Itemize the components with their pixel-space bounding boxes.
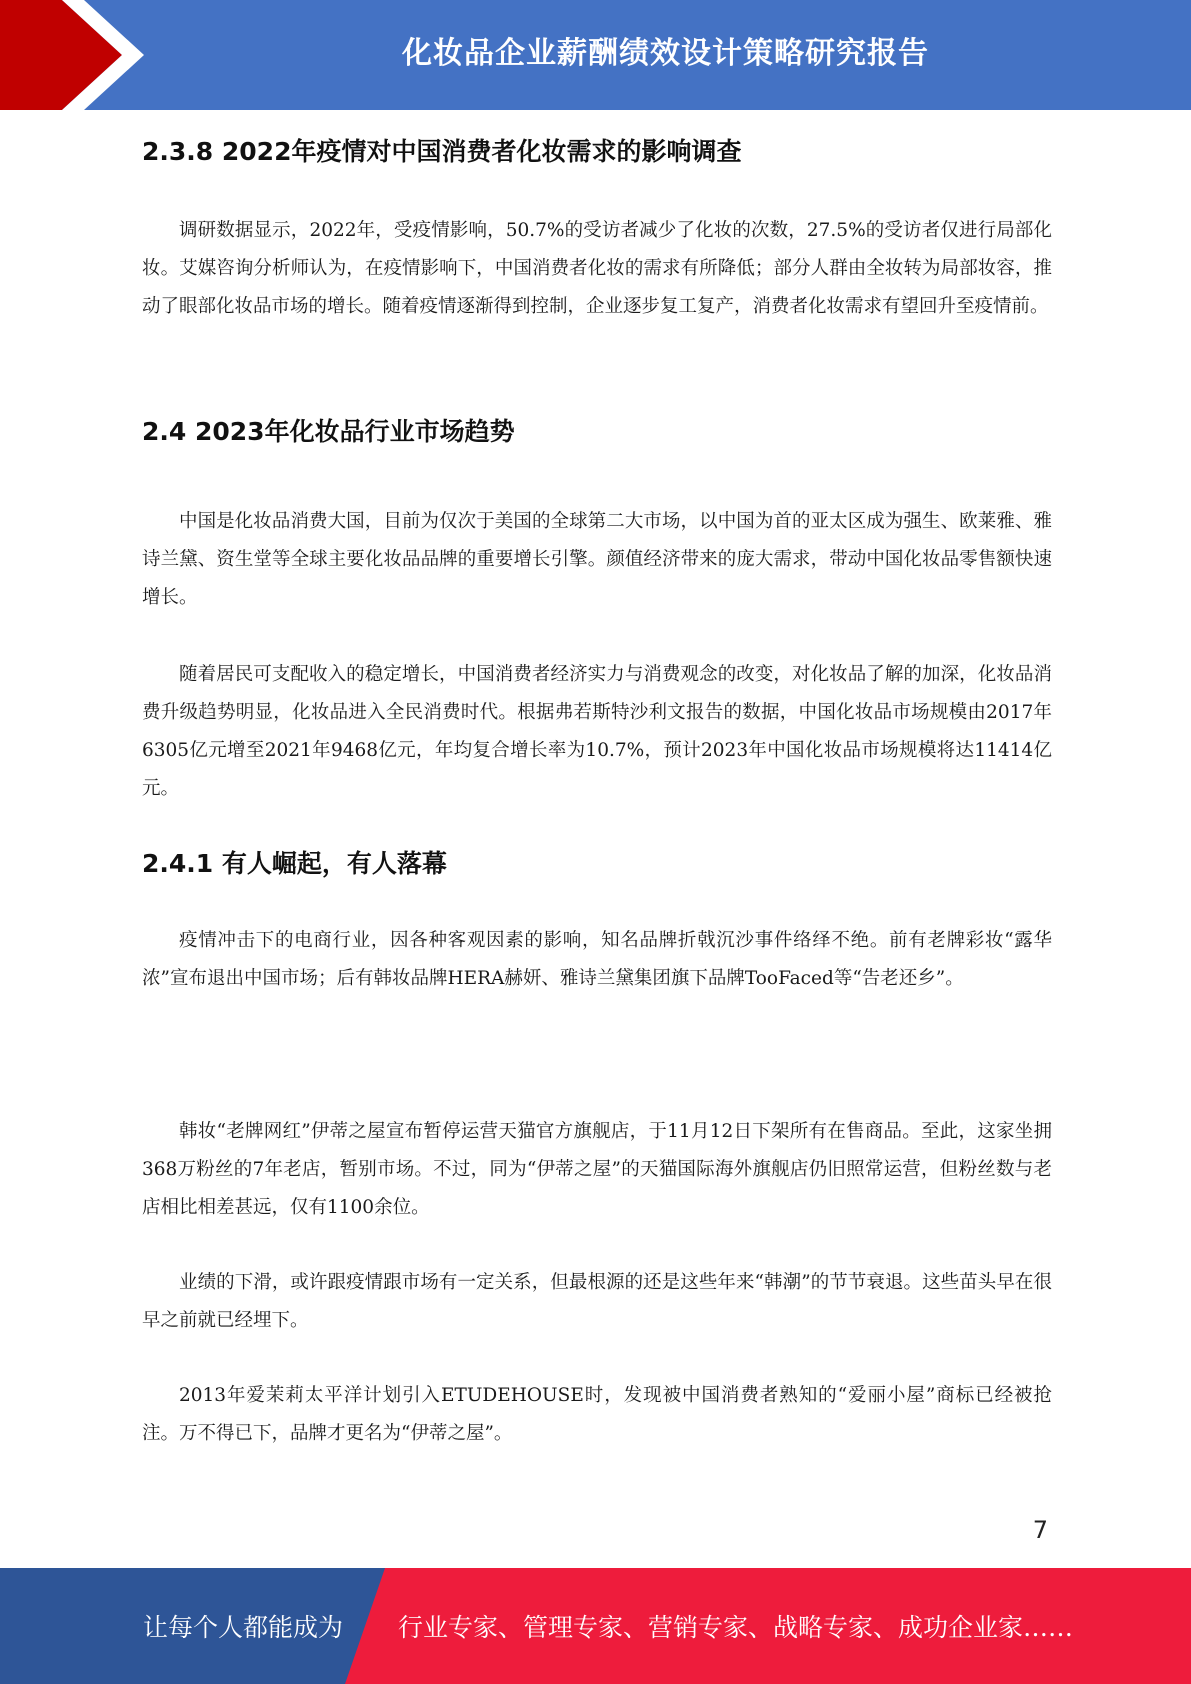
page-number: 7 bbox=[1032, 1516, 1048, 1544]
footer-slogan-left: 让每个人都能成为 bbox=[143, 1613, 344, 1642]
section-heading-2-4-1: 2.4.1 有人崛起，有人落幕 bbox=[142, 849, 447, 878]
paragraph: 中国是化妆品消费大国，目前为仅次于美国的全球第二大市场，以中国为首的亚太区成为强生、欧莱雅、雅诗兰黛、资生堂等全球主要化妆品品牌的重要增长引擎。颜值经济带来的庞大需求，带动中国化妆品零售额快速增长。 bbox=[142, 511, 1052, 608]
footer-slogan-right: 行业专家、管理专家、营销专家、战略专家、成功企业家…… bbox=[398, 1613, 1074, 1642]
paragraph: 疫情冲击下的电商行业，因各种客观因素的影响，知名品牌折戟沉沙事件络绎不绝。前有老牌彩妆“露华浓”宣布退出中国市场；后有韩妆品牌HERA赫妍、雅诗兰黛集团旗下品牌TooFaced等“告老还乡”。 bbox=[142, 930, 1052, 989]
paragraph: 随着居民可支配收入的稳定增长，中国消费者经济实力与消费观念的改变，对化妆品了解的加深，化妆品消费升级趋势明显，化妆品进入全民消费时代。根据弗若斯特沙利文报告的数据，中国化妆品市场规模由2017年6305亿元增至2021年9468亿元，年均复合增长率为10.7%，预计2023年中国化妆品市场规模将达11414亿元。 bbox=[142, 664, 1052, 799]
section-heading-2-4: 2.4 2023年化妆品行业市场趋势 bbox=[142, 417, 515, 446]
section-heading-2-3-8: 2.3.8 2022年疫情对中国消费者化妆需求的影响调查 bbox=[142, 137, 742, 166]
page-header bbox=[0, 0, 1191, 110]
paragraph: 2013年爱茉莉太平洋计划引入ETUDEHOUSE时，发现被中国消费者熟知的“爱丽小屋”商标已经被抢注。万不得已下，品牌才更名为“伊蒂之屋”。 bbox=[142, 1385, 1052, 1444]
paragraph: 业绩的下滑，或许跟疫情跟市场有一定关系，但最根源的还是这些年来“韩潮”的节节衰退。这些苗头早在很早之前就已经埋下。 bbox=[142, 1272, 1052, 1331]
paragraph: 韩妆“老牌网红”伊蒂之屋宣布暂停运营天猫官方旗舰店，于11月12日下架所有在售商品。至此，这家坐拥368万粉丝的7年老店，暂别市场。不过，同为“伊蒂之屋”的天猫国际海外旗舰店仍旧照常运营，但粉丝数与老店相比相差甚远，仅有1100余位。 bbox=[142, 1121, 1052, 1218]
page-footer bbox=[0, 1568, 1191, 1684]
paragraph: 调研数据显示，2022年，受疫情影响，50.7%的受访者减少了化妆的次数，27.5%的受访者仅进行局部化妆。艾媒咨询分析师认为，在疫情影响下，中国消费者化妆的需求有所降低；部分人群由全妆转为局部妆容，推动了眼部化妆品市场的增长。随着疫情逐渐得到控制，企业逐步复工复产，消费者化妆需求有望回升至疫情前。 bbox=[142, 220, 1052, 317]
header-arrow-decoration bbox=[0, 0, 150, 110]
report-title: 化妆品企业薪酬绩效设计策略研究报告 bbox=[402, 36, 929, 71]
